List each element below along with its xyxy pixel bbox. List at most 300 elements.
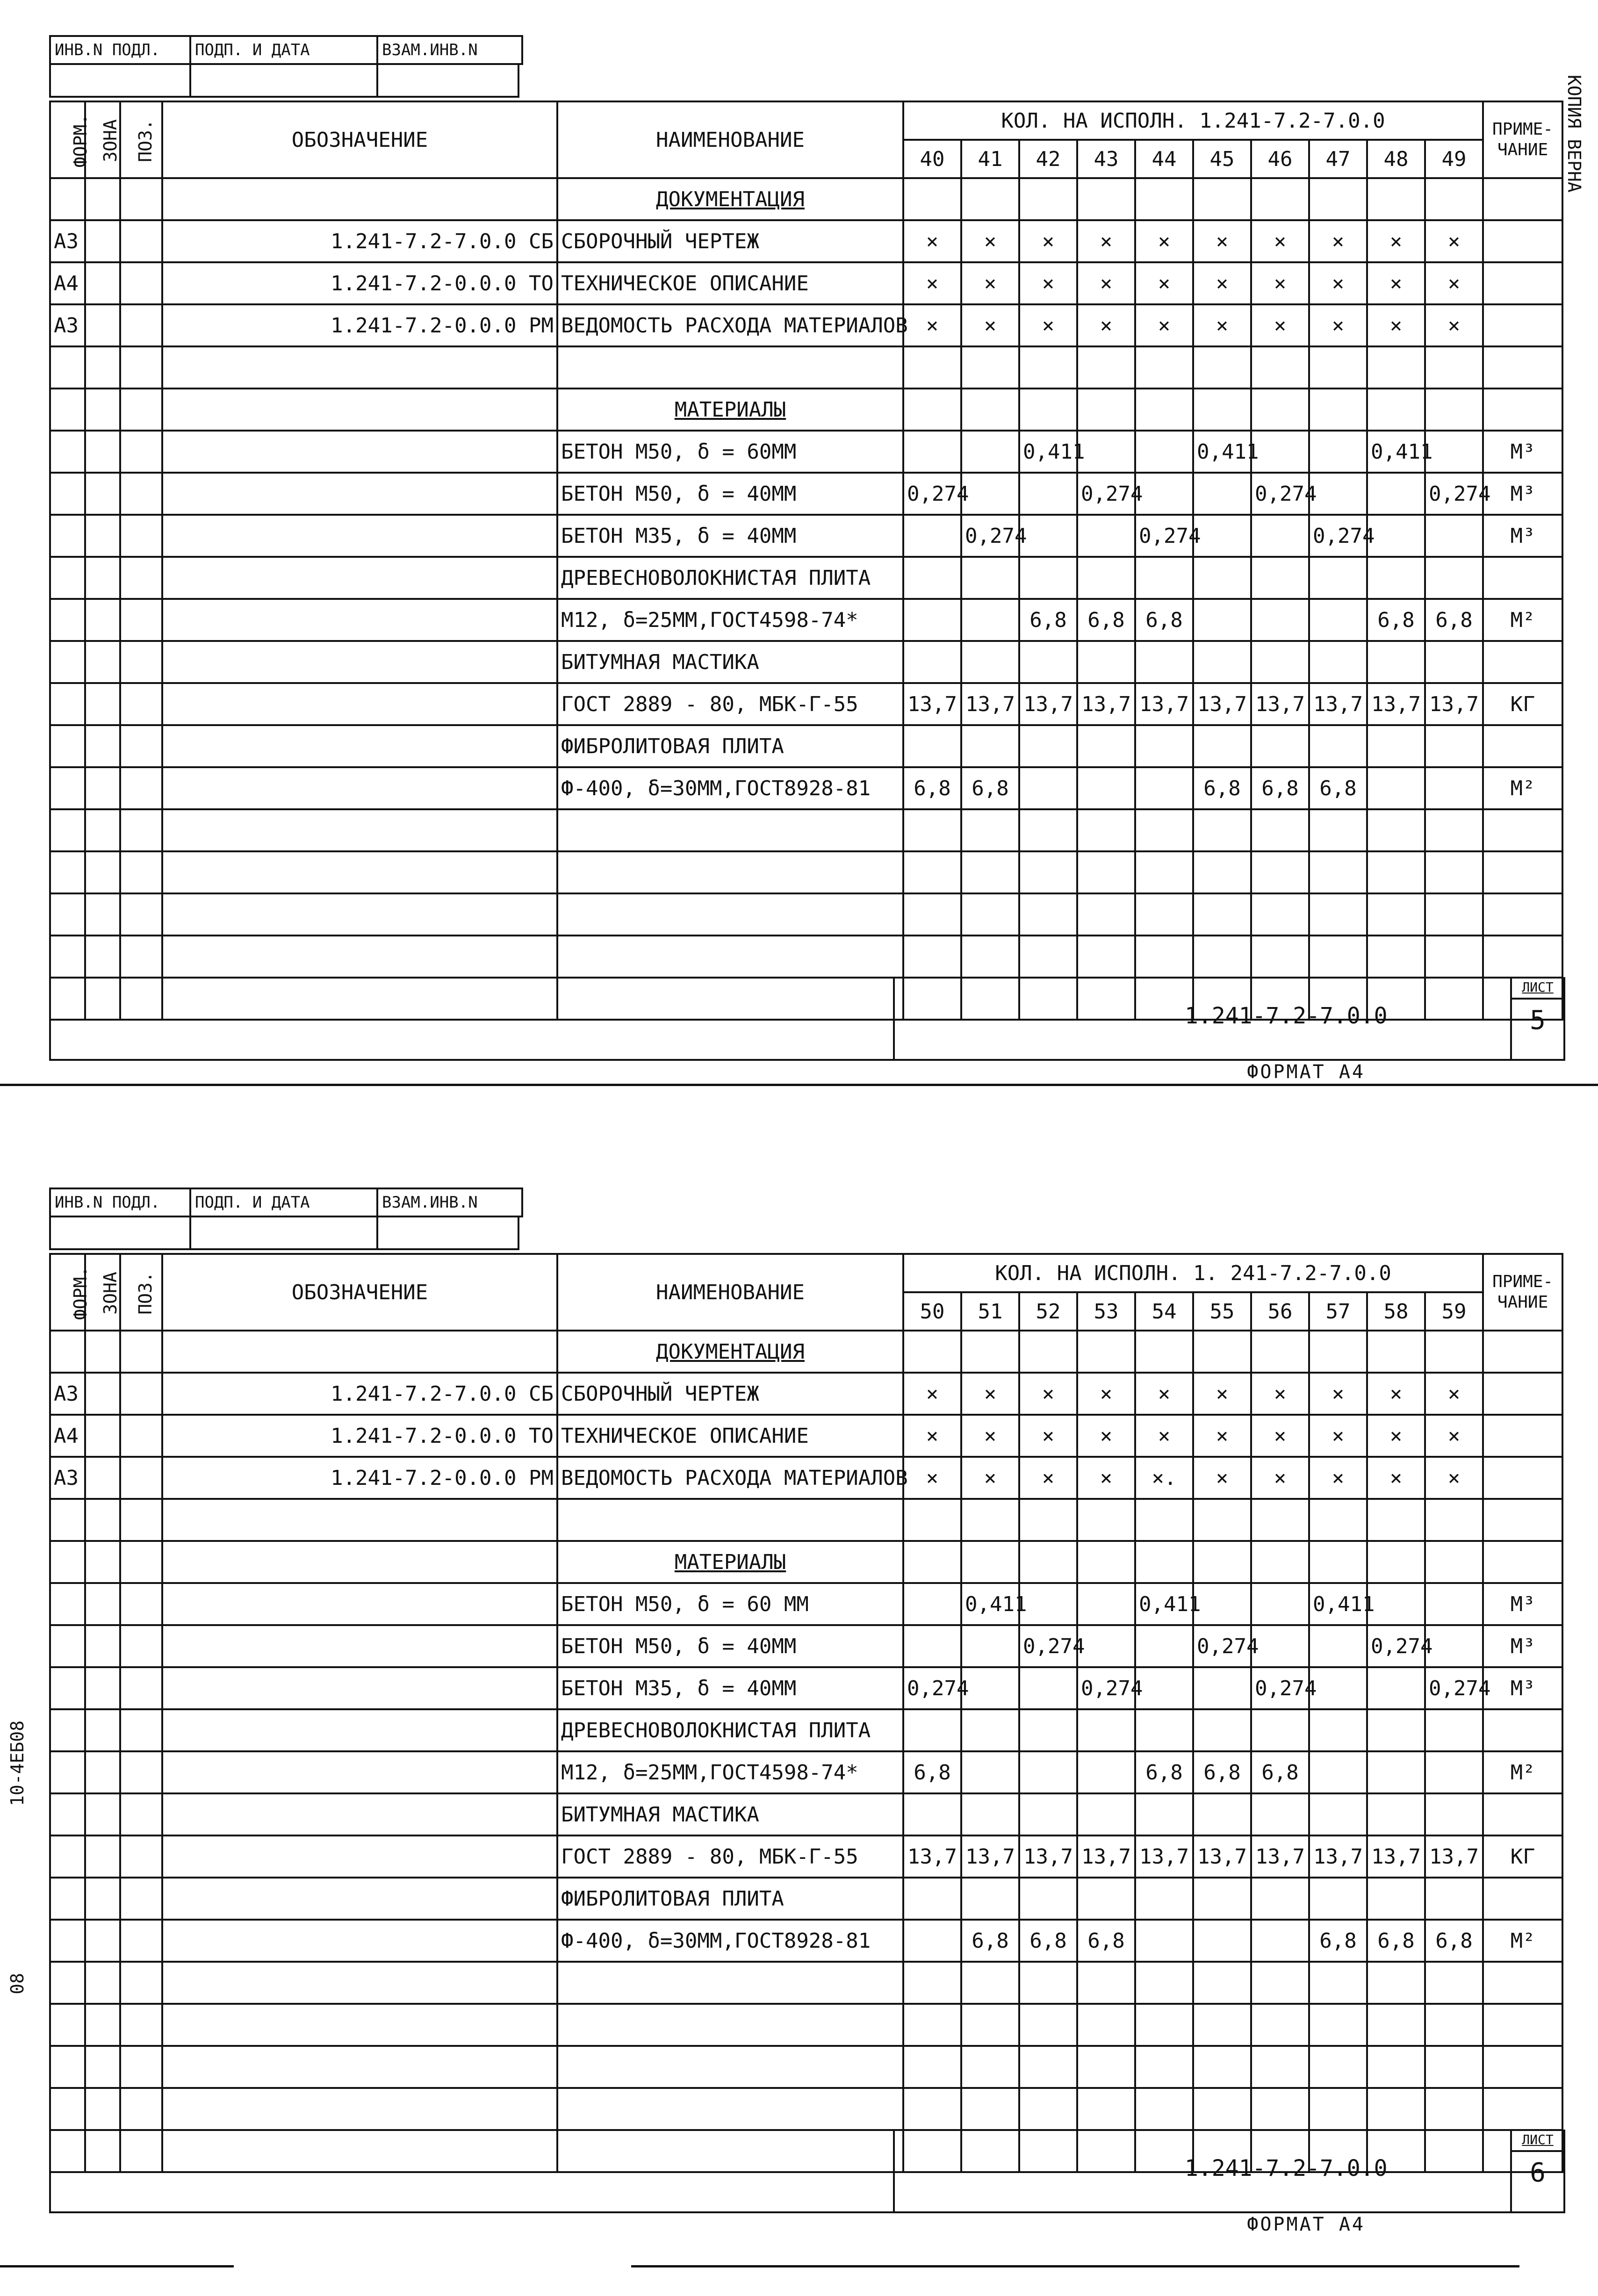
applicability-mark: × xyxy=(1135,1373,1193,1415)
empty-row xyxy=(50,851,1562,893)
quantity-cell: 0,411 xyxy=(1019,431,1077,473)
stamp-inv-label: ИНВ.N ПОДЛ. xyxy=(51,37,191,63)
applicability-mark: × xyxy=(1367,304,1425,346)
unit-cell: М² xyxy=(1483,599,1562,641)
applicability-mark: × xyxy=(961,1415,1019,1457)
table-row xyxy=(50,1457,1562,1499)
pos-cell xyxy=(120,725,162,767)
quantity-cell xyxy=(1193,1793,1251,1835)
quantity-cell: 13,7 xyxy=(903,1835,961,1878)
applicability-mark: × xyxy=(1251,220,1309,262)
quantity-cell xyxy=(961,1667,1019,1709)
zone-cell xyxy=(85,1373,120,1415)
zone-cell xyxy=(85,515,120,557)
unit-cell xyxy=(1483,641,1562,683)
quantity-cell xyxy=(1019,557,1077,599)
table-row xyxy=(50,1793,1562,1835)
quantity-cell xyxy=(903,1625,961,1667)
section-materials: МАТЕРИАЛЫ xyxy=(557,389,903,431)
empty-row xyxy=(50,2004,1562,2046)
exec-number-header: 49 xyxy=(1425,140,1483,178)
unit-cell: М² xyxy=(1483,767,1562,809)
unit-cell: КГ xyxy=(1483,1835,1562,1878)
applicability-mark: × xyxy=(1425,1415,1483,1457)
form-cell xyxy=(50,1793,85,1835)
quantity-cell xyxy=(961,1751,1019,1793)
quantity-cell xyxy=(1135,431,1193,473)
designation-cell xyxy=(162,641,557,683)
pos-cell xyxy=(120,515,162,557)
header-designation: ОБОЗНАЧЕНИЕ xyxy=(162,101,557,178)
quantity-cell xyxy=(1367,473,1425,515)
quantity-cell xyxy=(903,1793,961,1835)
empty-row xyxy=(50,2046,1562,2088)
applicability-mark: × xyxy=(961,1457,1019,1499)
quantity-cell xyxy=(961,431,1019,473)
material-name-cell: М12, δ=25ММ,ГОСТ4598-74* xyxy=(557,1751,903,1793)
quantity-cell xyxy=(1077,1625,1135,1667)
material-name-cell: Ф-400, δ=30ММ,ГОСТ8928-81 xyxy=(557,767,903,809)
name-cell: ВЕДОМОСТЬ РАСХОДА МАТЕРИАЛОВ xyxy=(557,1457,903,1499)
archive-code: 08 xyxy=(7,1973,28,1994)
quantity-cell xyxy=(1193,473,1251,515)
unit-cell: М³ xyxy=(1483,515,1562,557)
applicability-mark: × xyxy=(1019,304,1077,346)
header-zone: ЗОНА xyxy=(85,1254,120,1331)
form-cell xyxy=(50,1625,85,1667)
table-row xyxy=(50,1583,1562,1625)
material-name-cell: БЕТОН М35, δ = 40ММ xyxy=(557,1667,903,1709)
table-row xyxy=(50,1835,1562,1878)
applicability-mark: × xyxy=(903,1373,961,1415)
quantity-cell: 6,8 xyxy=(1309,1920,1367,1962)
pos-cell xyxy=(120,304,162,346)
quantity-cell xyxy=(961,641,1019,683)
applicability-mark: × xyxy=(1309,262,1367,304)
form-cell: А3 xyxy=(50,1373,85,1415)
pos-cell xyxy=(120,1920,162,1962)
applicability-mark: × xyxy=(1367,1373,1425,1415)
zone-cell xyxy=(85,1793,120,1835)
quantity-cell: 0,274 xyxy=(1019,1625,1077,1667)
table-row xyxy=(50,262,1562,304)
designation-cell xyxy=(162,725,557,767)
quantity-cell xyxy=(1251,641,1309,683)
material-name-cell: ФИБРОЛИТОВАЯ ПЛИТА xyxy=(557,725,903,767)
designation-cell xyxy=(162,1835,557,1878)
zone-cell xyxy=(85,767,120,809)
exec-number-header: 51 xyxy=(961,1292,1019,1331)
material-name-cell: БИТУМНАЯ МАСТИКА xyxy=(557,641,903,683)
quantity-cell xyxy=(903,557,961,599)
exec-number-header: 59 xyxy=(1425,1292,1483,1331)
quantity-cell xyxy=(903,641,961,683)
pos-cell xyxy=(120,262,162,304)
quantity-cell xyxy=(1135,641,1193,683)
archive-number: 10-4EБ08 xyxy=(7,1720,28,1807)
exec-number-header: 50 xyxy=(903,1292,961,1331)
applicability-mark: × xyxy=(1077,262,1135,304)
unit-cell xyxy=(1483,725,1562,767)
applicability-mark: × xyxy=(1309,1457,1367,1499)
quantity-cell: 13,7 xyxy=(1425,1835,1483,1878)
applicability-mark: × xyxy=(903,1415,961,1457)
pos-cell xyxy=(120,641,162,683)
quantity-cell xyxy=(1367,1878,1425,1920)
title-block xyxy=(49,977,1565,1061)
unit-cell: М³ xyxy=(1483,431,1562,473)
exec-number-header: 41 xyxy=(961,140,1019,178)
applicability-mark: × xyxy=(1077,1373,1135,1415)
quantity-cell: 6,8 xyxy=(961,1920,1019,1962)
quantity-cell xyxy=(1077,515,1135,557)
applicability-mark: × xyxy=(1193,1415,1251,1457)
zone-cell xyxy=(85,1415,120,1457)
zone-cell xyxy=(85,641,120,683)
quantity-cell xyxy=(961,1625,1019,1667)
quantity-cell xyxy=(1251,599,1309,641)
pos-cell xyxy=(120,1583,162,1625)
applicability-mark: × xyxy=(1135,262,1193,304)
header-qty: КОЛ. НА ИСПОЛН. 1.241-7.2-7.0.0 xyxy=(903,101,1483,140)
zone-cell xyxy=(85,220,120,262)
quantity-cell: 0,274 xyxy=(1425,473,1483,515)
zone-cell xyxy=(85,725,120,767)
exec-number-header: 48 xyxy=(1367,140,1425,178)
designation-cell xyxy=(162,1583,557,1625)
quantity-cell xyxy=(1251,557,1309,599)
applicability-mark: × xyxy=(1193,1373,1251,1415)
sheet-number: 5 xyxy=(1530,1005,1546,1036)
exec-number-header: 40 xyxy=(903,140,961,178)
quantity-cell: 0,274 xyxy=(903,473,961,515)
quantity-cell xyxy=(1425,1709,1483,1751)
designation-cell xyxy=(162,1709,557,1751)
designation-cell xyxy=(162,1625,557,1667)
designation-cell: 1.241-7.2-7.0.0 СБ xyxy=(162,1373,557,1415)
material-name-cell: ДРЕВЕСНОВОЛОКНИСТАЯ ПЛИТА xyxy=(557,557,903,599)
quantity-cell xyxy=(1077,1878,1135,1920)
quantity-cell xyxy=(1309,599,1367,641)
stamp-replace-label: ВЗАМ.ИНВ.N xyxy=(382,41,478,59)
quantity-cell: 6,8 xyxy=(1309,767,1367,809)
table-row xyxy=(50,220,1562,262)
quantity-cell xyxy=(1367,641,1425,683)
applicability-mark: × xyxy=(1367,220,1425,262)
empty-row xyxy=(50,936,1562,978)
form-cell xyxy=(50,683,85,725)
pos-cell xyxy=(120,1793,162,1835)
quantity-cell xyxy=(1135,725,1193,767)
quantity-cell xyxy=(1019,725,1077,767)
applicability-mark: × xyxy=(961,1373,1019,1415)
quantity-cell xyxy=(1309,641,1367,683)
material-name-cell: БИТУМНАЯ МАСТИКА xyxy=(557,1793,903,1835)
quantity-cell: 0,274 xyxy=(1251,473,1309,515)
spec-sheet-2 xyxy=(49,1188,1562,2249)
section-materials: МАТЕРИАЛЫ xyxy=(557,1541,903,1583)
pos-cell xyxy=(120,1415,162,1457)
quantity-cell xyxy=(1193,725,1251,767)
table-row xyxy=(50,1415,1562,1457)
form-cell xyxy=(50,1667,85,1709)
form-cell xyxy=(50,1709,85,1751)
applicability-mark: × xyxy=(1193,262,1251,304)
name-cell: ВЕДОМОСТЬ РАСХОДА МАТЕРИАЛОВ xyxy=(557,304,903,346)
pos-cell xyxy=(120,1625,162,1667)
quantity-cell xyxy=(1135,1667,1193,1709)
exec-number-header: 56 xyxy=(1251,1292,1309,1331)
quantity-cell: 6,8 xyxy=(1367,1920,1425,1962)
quantity-cell: 0,274 xyxy=(903,1667,961,1709)
pos-cell xyxy=(120,767,162,809)
applicability-mark: × xyxy=(1251,1457,1309,1499)
unit-cell: М³ xyxy=(1483,1667,1562,1709)
quantity-cell xyxy=(1367,1583,1425,1625)
quantity-cell: 13,7 xyxy=(1193,683,1251,725)
designation-cell: 1.241-7.2-7.0.0 СБ xyxy=(162,220,557,262)
quantity-cell: 6,8 xyxy=(1193,767,1251,809)
header-designation: ОБОЗНАЧЕНИЕ xyxy=(162,1254,557,1331)
zone-cell xyxy=(85,262,120,304)
form-cell xyxy=(50,557,85,599)
quantity-cell: 6,8 xyxy=(1077,1920,1135,1962)
quantity-cell: 6,8 xyxy=(1019,1920,1077,1962)
quantity-cell: 0,411 xyxy=(1367,431,1425,473)
applicability-mark: × xyxy=(1367,262,1425,304)
quantity-cell: 0,411 xyxy=(1193,431,1251,473)
quantity-cell xyxy=(961,1878,1019,1920)
table-row xyxy=(50,683,1562,725)
quantity-cell xyxy=(1077,767,1135,809)
zone-cell xyxy=(85,431,120,473)
quantity-cell xyxy=(1135,1709,1193,1751)
designation-cell xyxy=(162,1920,557,1962)
quantity-cell: 6,8 xyxy=(1425,1920,1483,1962)
applicability-mark: × xyxy=(961,262,1019,304)
applicability-mark: × xyxy=(903,1457,961,1499)
unit-cell: М² xyxy=(1483,1751,1562,1793)
exec-number-header: 42 xyxy=(1019,140,1077,178)
quantity-cell: 6,8 xyxy=(1251,1751,1309,1793)
table-row xyxy=(50,1373,1562,1415)
quantity-cell xyxy=(1251,1583,1309,1625)
quantity-cell: 6,8 xyxy=(1019,599,1077,641)
applicability-mark: × xyxy=(1251,1373,1309,1415)
applicability-mark: × xyxy=(1019,1457,1077,1499)
quantity-cell xyxy=(1425,515,1483,557)
applicability-mark: × xyxy=(1077,220,1135,262)
quantity-cell xyxy=(1309,1878,1367,1920)
table-row xyxy=(50,515,1562,557)
table-row xyxy=(50,767,1562,809)
quantity-cell xyxy=(1077,1709,1135,1751)
form-cell: А4 xyxy=(50,262,85,304)
material-name-cell: Ф-400, δ=30ММ,ГОСТ8928-81 xyxy=(557,1920,903,1962)
quantity-cell xyxy=(1309,431,1367,473)
quantity-cell xyxy=(961,1793,1019,1835)
zone-cell xyxy=(85,304,120,346)
applicability-mark: × xyxy=(1309,304,1367,346)
applicability-mark: × xyxy=(1309,1373,1367,1415)
applicability-mark: × xyxy=(1019,1415,1077,1457)
quantity-cell xyxy=(1019,515,1077,557)
quantity-cell: 0,274 xyxy=(1251,1667,1309,1709)
sheet-number-box xyxy=(1510,2130,1563,2211)
table-row xyxy=(50,1920,1562,1962)
form-cell xyxy=(50,1878,85,1920)
quantity-cell xyxy=(1309,557,1367,599)
table-row xyxy=(50,725,1562,767)
form-cell xyxy=(50,1751,85,1793)
quantity-cell xyxy=(1193,1583,1251,1625)
quantity-cell xyxy=(961,557,1019,599)
quantity-cell xyxy=(1019,1793,1077,1835)
quantity-cell xyxy=(1077,641,1135,683)
applicability-mark: × xyxy=(1425,1457,1483,1499)
designation-cell xyxy=(162,1878,557,1920)
form-cell xyxy=(50,725,85,767)
table-row xyxy=(50,473,1562,515)
header-zone: ЗОНА xyxy=(85,101,120,178)
pos-cell xyxy=(120,1835,162,1878)
table-row xyxy=(50,641,1562,683)
material-name-cell: БЕТОН М50, δ = 40ММ xyxy=(557,1625,903,1667)
name-cell: ТЕХНИЧЕСКОЕ ОПИСАНИЕ xyxy=(557,262,903,304)
applicability-mark: × xyxy=(1425,1373,1483,1415)
bottom-rule-right xyxy=(631,2265,1519,2267)
quantity-cell xyxy=(1135,1793,1193,1835)
quantity-cell xyxy=(1019,1667,1077,1709)
quantity-cell: 0,274 xyxy=(1425,1667,1483,1709)
applicability-mark: × xyxy=(1019,220,1077,262)
unit-cell xyxy=(1483,1878,1562,1920)
table-row xyxy=(50,557,1562,599)
approval-stamp-values xyxy=(49,1216,519,1250)
applicability-mark: ×. xyxy=(1135,1457,1193,1499)
sheet-label: ЛИСТ xyxy=(1512,2130,1563,2152)
quantity-cell xyxy=(1019,641,1077,683)
quantity-cell xyxy=(1193,515,1251,557)
quantity-cell: 0,274 xyxy=(1367,1625,1425,1667)
designation-cell: 1.241-7.2-0.0.0 ТО xyxy=(162,1415,557,1457)
quantity-cell xyxy=(1251,431,1309,473)
unit-cell: КГ xyxy=(1483,683,1562,725)
name-cell: СБОРОЧНЫЙ ЧЕРТЕЖ xyxy=(557,220,903,262)
quantity-cell: 0,274 xyxy=(1309,515,1367,557)
designation-cell xyxy=(162,431,557,473)
quantity-cell xyxy=(1425,725,1483,767)
applicability-mark: × xyxy=(1309,220,1367,262)
zone-cell xyxy=(85,1835,120,1878)
form-cell: А3 xyxy=(50,304,85,346)
quantity-cell xyxy=(1367,557,1425,599)
quantity-cell: 13,7 xyxy=(1251,683,1309,725)
sheet-label: ЛИСТ xyxy=(1512,977,1563,1000)
applicability-mark: × xyxy=(1135,1415,1193,1457)
name-cell: ТЕХНИЧЕСКОЕ ОПИСАНИЕ xyxy=(557,1415,903,1457)
quantity-cell: 6,8 xyxy=(1193,1751,1251,1793)
quantity-cell xyxy=(1251,1709,1309,1751)
empty-row xyxy=(50,893,1562,936)
quantity-cell xyxy=(1193,557,1251,599)
designation-cell xyxy=(162,683,557,725)
applicability-mark: × xyxy=(1077,304,1135,346)
quantity-cell xyxy=(903,1878,961,1920)
quantity-cell xyxy=(1367,1709,1425,1751)
specification-table xyxy=(49,1253,1563,2173)
sheet-number: 6 xyxy=(1530,2158,1546,2188)
applicability-mark: × xyxy=(1077,1457,1135,1499)
applicability-mark: × xyxy=(1425,220,1483,262)
quantity-cell xyxy=(903,599,961,641)
exec-number-header: 43 xyxy=(1077,140,1135,178)
quantity-cell xyxy=(1309,1793,1367,1835)
quantity-cell: 13,7 xyxy=(1077,683,1135,725)
quantity-cell xyxy=(1425,1751,1483,1793)
sheet-number-box xyxy=(1510,977,1563,1059)
quantity-cell xyxy=(1425,1625,1483,1667)
exec-number-header: 52 xyxy=(1019,1292,1077,1331)
designation-cell: 1.241-7.2-0.0.0 РМ xyxy=(162,1457,557,1499)
applicability-mark: × xyxy=(903,220,961,262)
quantity-cell xyxy=(903,515,961,557)
material-name-cell: М12, δ=25ММ,ГОСТ4598-74* xyxy=(557,599,903,641)
designation-cell: 1.241-7.2-0.0.0 РМ xyxy=(162,304,557,346)
quantity-cell: 0,274 xyxy=(961,515,1019,557)
empty-row xyxy=(50,809,1562,851)
quantity-cell xyxy=(1251,1920,1309,1962)
zone-cell xyxy=(85,1625,120,1667)
quantity-cell xyxy=(1309,1625,1367,1667)
quantity-cell xyxy=(1367,515,1425,557)
exec-number-header: 46 xyxy=(1251,140,1309,178)
note-cell xyxy=(1483,262,1562,304)
quantity-cell: 6,8 xyxy=(1135,599,1193,641)
quantity-cell: 0,274 xyxy=(1077,473,1135,515)
format-label: ФОРМАТ А4 xyxy=(1247,2214,1365,2235)
applicability-mark: × xyxy=(961,220,1019,262)
quantity-cell: 6,8 xyxy=(1367,599,1425,641)
quantity-cell xyxy=(1425,767,1483,809)
exec-number-header: 44 xyxy=(1135,140,1193,178)
quantity-cell xyxy=(1019,767,1077,809)
quantity-cell xyxy=(1077,725,1135,767)
quantity-cell xyxy=(1019,1583,1077,1625)
quantity-cell: 13,7 xyxy=(1367,683,1425,725)
designation-cell xyxy=(162,515,557,557)
quantity-cell: 13,7 xyxy=(1019,683,1077,725)
table-row xyxy=(50,1751,1562,1793)
quantity-cell xyxy=(903,1920,961,1962)
quantity-cell: 13,7 xyxy=(1309,1835,1367,1878)
quantity-cell: 13,7 xyxy=(961,1835,1019,1878)
empty-row xyxy=(50,1962,1562,2004)
designation-cell: 1.241-7.2-0.0.0 ТО xyxy=(162,262,557,304)
applicability-mark: × xyxy=(1251,304,1309,346)
table-row xyxy=(50,599,1562,641)
exec-number-header: 55 xyxy=(1193,1292,1251,1331)
note-cell xyxy=(1483,220,1562,262)
quantity-cell xyxy=(1193,1920,1251,1962)
header-note: ПРИМЕ-ЧАНИЕ xyxy=(1483,101,1562,178)
quantity-cell xyxy=(1309,725,1367,767)
quantity-cell xyxy=(1135,557,1193,599)
applicability-mark: × xyxy=(1077,1415,1135,1457)
name-cell: СБОРОЧНЫЙ ЧЕРТЕЖ xyxy=(557,1373,903,1415)
form-cell xyxy=(50,641,85,683)
header-form: ФОРМ. xyxy=(50,1254,85,1331)
